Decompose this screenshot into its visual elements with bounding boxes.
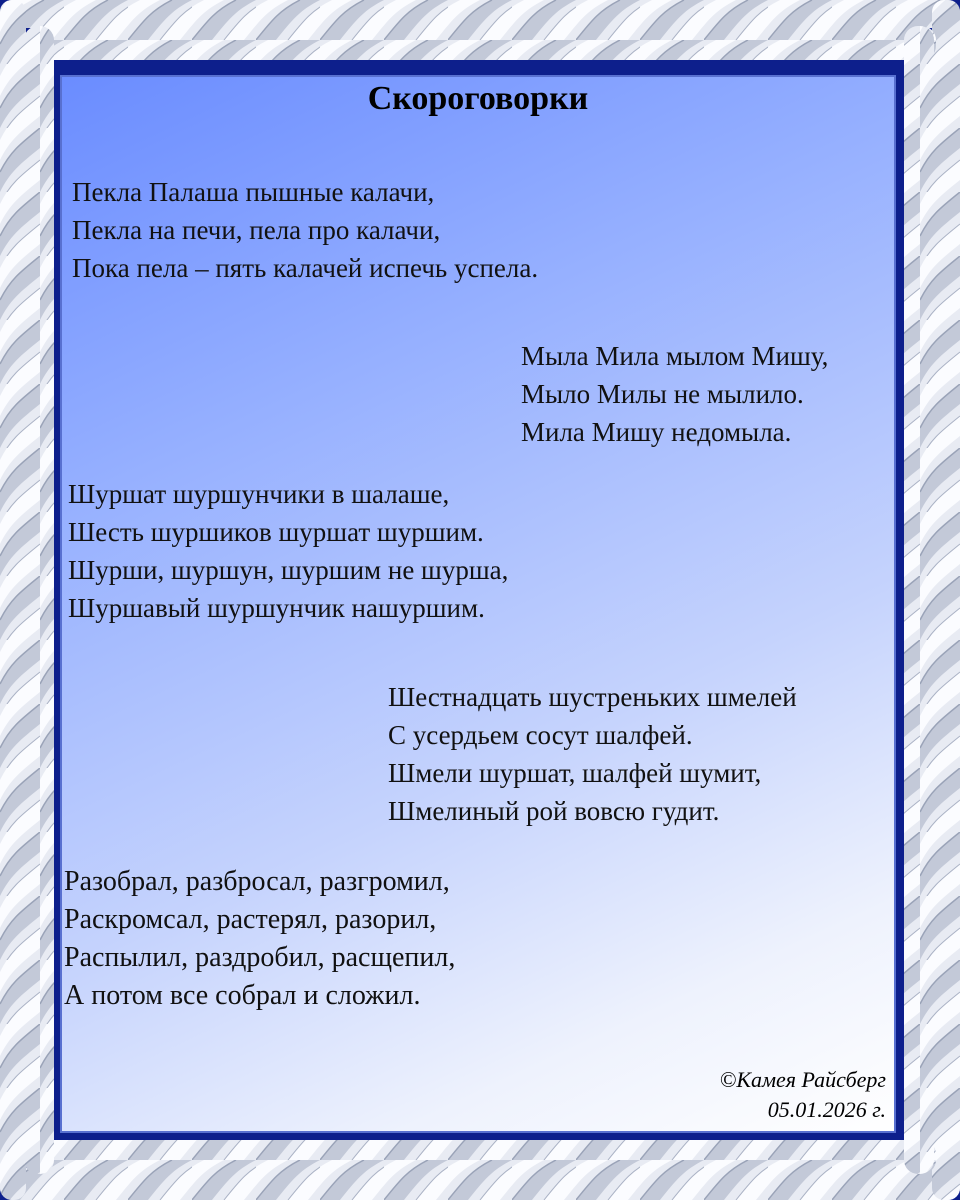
stanza-line: Мила Мишу недомыла. bbox=[521, 417, 792, 447]
stanza-line: Пекла Палаша пышные калачи, bbox=[72, 177, 435, 207]
stanza-line: Пекла на печи, пела про калачи, bbox=[72, 215, 441, 245]
stanza-line: Распылил, раздробил, расщепил, bbox=[64, 942, 456, 973]
stanza-line: Мыла Мила мылом Мишу, bbox=[521, 341, 829, 371]
stanza-line: А потом все собрал и сложил. bbox=[64, 980, 421, 1011]
stanza-line: Шмелиный рой вовсю гудит. bbox=[388, 796, 720, 826]
author-credit: ©Камея Райсберг bbox=[719, 1067, 886, 1092]
stanza-line: Шмели шуршат, шалфей шумит, bbox=[388, 758, 762, 788]
signature-date: 05.01.2026 г. bbox=[767, 1097, 886, 1122]
stanza-line: Шуршавый шуршунчик нашуршим. bbox=[68, 593, 485, 623]
stanza-line: Шуршат шуршунчики в шалаше, bbox=[68, 479, 450, 509]
stanza-5 bbox=[64, 863, 455, 1015]
page-title: Скороговорки bbox=[367, 80, 589, 117]
text-panel bbox=[60, 75, 896, 1133]
stanza-line: Шурши, шуршун, шуршим не шурша, bbox=[68, 555, 509, 585]
stanza-line: Шестнадцать шустреньких шмелей bbox=[388, 682, 797, 712]
signature-block bbox=[720, 1065, 886, 1125]
stanza-3 bbox=[68, 475, 508, 627]
stanza-line: Разобрал, разбросал, разгромил, bbox=[64, 866, 450, 897]
stanza-4 bbox=[388, 678, 797, 830]
stanza-2 bbox=[521, 337, 828, 451]
stanza-line: Шесть шуршиков шуршат шуршим. bbox=[68, 517, 484, 547]
stanza-line: С усердьем сосут шалфей. bbox=[388, 720, 693, 750]
stanza-line: Пока пела – пять калачей испечь успела. bbox=[72, 253, 539, 283]
stanza-line: Раскромсал, растерял, разорил, bbox=[64, 904, 437, 935]
stanza-line: Мыло Милы не мылило. bbox=[521, 379, 804, 409]
stanza-1 bbox=[72, 173, 538, 287]
